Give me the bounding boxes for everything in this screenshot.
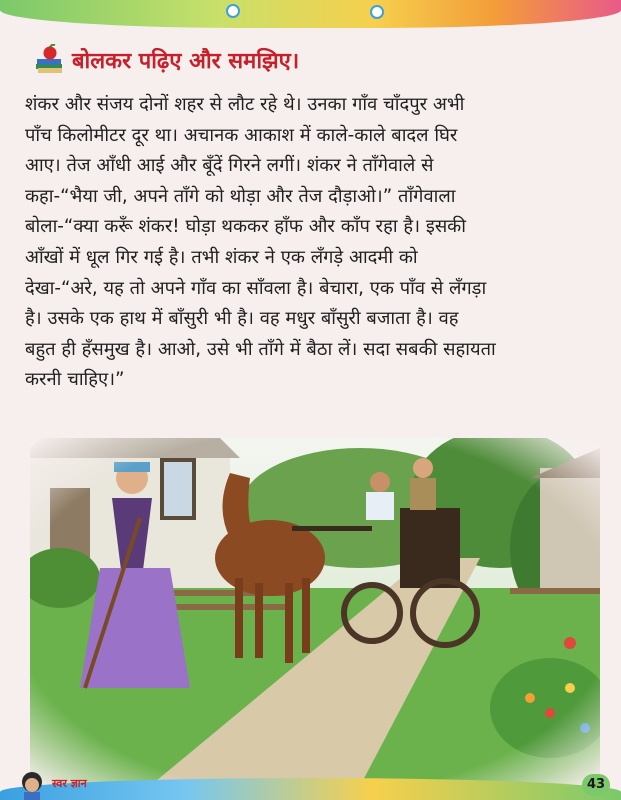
paragraph-line: कहा-“भैया जी, अपने ताँगे को थोड़ा और तेज दौड़ाओ।” ताँगेवाला: [25, 185, 456, 207]
book-with-apple-icon: [34, 44, 66, 76]
paragraph-line: है। उसके एक हाथ में बाँसुरी भी है। वह मधुर बाँसुरी बजाता है। वह: [25, 308, 459, 330]
paragraph-line: करनी चाहिए।”: [25, 369, 125, 391]
flower-icon: [372, 7, 382, 17]
paragraph-line: देखा-“अरे, यह तो अपने गाँव का साँवला है। बेचारा, एक पाँव से लँगड़ा: [25, 277, 487, 299]
paragraph-line: बहुत ही हँसमुख है। आओ, उसे भी ताँगे में बैठा लें। सदा सबकी सहायता: [25, 338, 496, 360]
story-paragraph: [25, 90, 600, 396]
paragraph-line: बोला-“क्या करूँ शंकर! घोड़ा थककर हाँफ और काँप रहा है। इसकी: [25, 216, 466, 238]
paragraph-line: आँखों में धूल गिर गई है। तभी शंकर ने एक लँगड़े आदमी को: [25, 246, 418, 268]
paragraph-line: आए। तेज आँधी आई और बूँदें गिरने लगीं। शंकर ने ताँगेवाले से: [25, 155, 434, 177]
footer-decorative-band: [0, 778, 621, 800]
section-heading: [34, 42, 299, 78]
page-footer: [0, 770, 621, 800]
heading-text: बोलकर पढ़िए और समझिए।: [72, 49, 300, 74]
paragraph-line: पाँच किलोमीटर दूर था। अचानक आकाश में काले-काले बादल घिर: [25, 124, 458, 146]
paragraph-line: शंकर और संजय दोनों शहर से लौट रहे थे। उनका गाँव चाँदपुर अभी: [25, 94, 465, 115]
horse-cart-village-illustration: [30, 438, 600, 786]
page-number: 43: [582, 774, 610, 796]
footer-book-title: स्वर ज्ञान: [52, 777, 87, 790]
child-reading-icon: [18, 770, 46, 800]
flower-icon: [228, 6, 238, 16]
top-decorative-band: [0, 0, 621, 28]
